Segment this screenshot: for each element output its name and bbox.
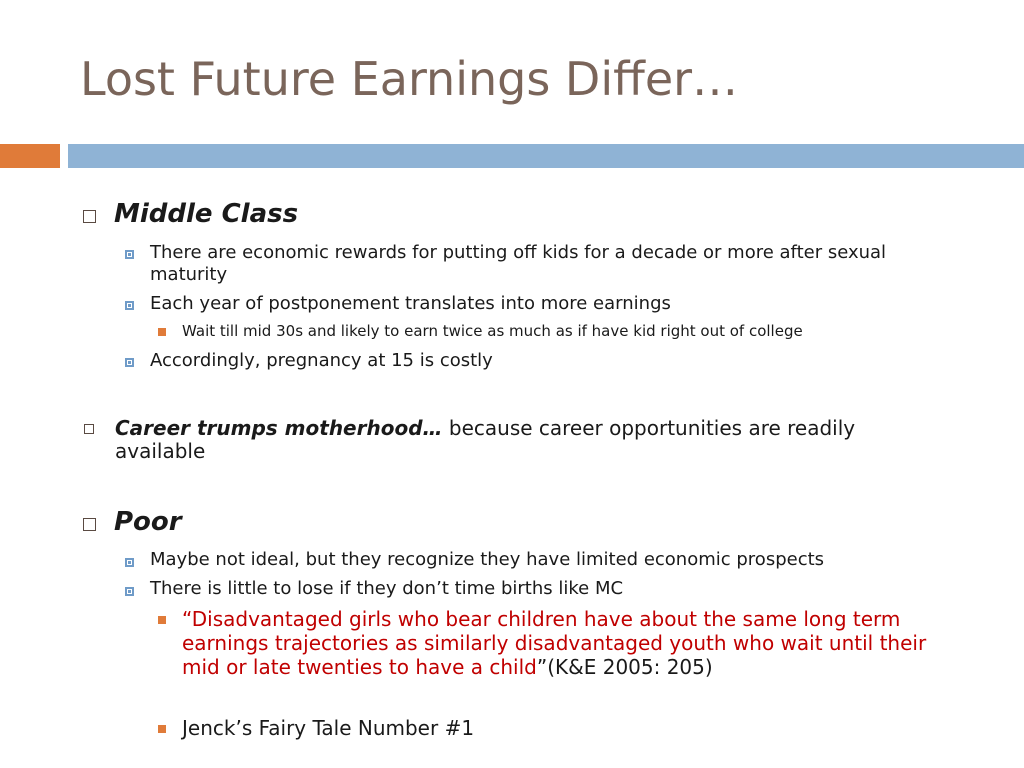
quote-line-2: earnings trajectories as similarly disadvantaged youth who wait until their [182, 631, 927, 655]
poor-point-2: There is little to lose if they don’t time births like MC [150, 578, 624, 599]
hollow-square-bullet-icon [83, 210, 96, 223]
hollow-square-bullet-icon [83, 518, 96, 531]
career-statement-line-1 [115, 417, 855, 440]
filled-square-bullet-icon [158, 725, 166, 733]
title-rule-accent [0, 144, 60, 168]
middle-class-point-2-sub: Wait till mid 30s and likely to earn twice as much as if have kid right out of college [182, 322, 803, 340]
quote-line-3 [182, 656, 713, 679]
square-bullet-icon [125, 558, 134, 567]
slide-title: Lost Future Earnings Differ… [80, 52, 739, 106]
middle-class-point-2: Each year of postponement translates into more earnings [150, 293, 671, 314]
career-statement-line-2: available [115, 439, 206, 463]
poor-point-1: Maybe not ideal, but they recognize they have limited economic prospects [150, 549, 825, 570]
career-emphasis: Career trumps motherhood… [115, 416, 443, 440]
career-rest: because career opportunities are readily [442, 416, 856, 440]
middle-class-heading: Middle Class [114, 199, 299, 229]
square-bullet-icon [125, 301, 134, 310]
middle-class-point-1-line-2: maturity [150, 264, 228, 285]
jenck-fairy-tale: Jenck’s Fairy Tale Number #1 [182, 716, 475, 740]
filled-square-bullet-icon [158, 616, 166, 624]
square-bullet-icon [125, 250, 134, 259]
square-bullet-icon [125, 587, 134, 596]
square-bullet-icon [125, 358, 134, 367]
quote-line-1: “Disadvantaged girls who bear children have about the same long term [182, 607, 901, 631]
filled-square-bullet-icon [158, 328, 166, 336]
quote-citation: ”(K&E 2005: 205) [536, 655, 713, 679]
middle-class-point-3: Accordingly, pregnancy at 15 is costly [150, 350, 493, 371]
hollow-square-bullet-icon [84, 424, 94, 434]
quote-line-3-text: mid or late twenties to have a child [182, 655, 537, 679]
middle-class-point-1-line-1: There are economic rewards for putting off kids for a decade or more after sexual [150, 242, 887, 263]
poor-heading: Poor [114, 507, 182, 537]
title-rule-bar [68, 144, 1024, 168]
